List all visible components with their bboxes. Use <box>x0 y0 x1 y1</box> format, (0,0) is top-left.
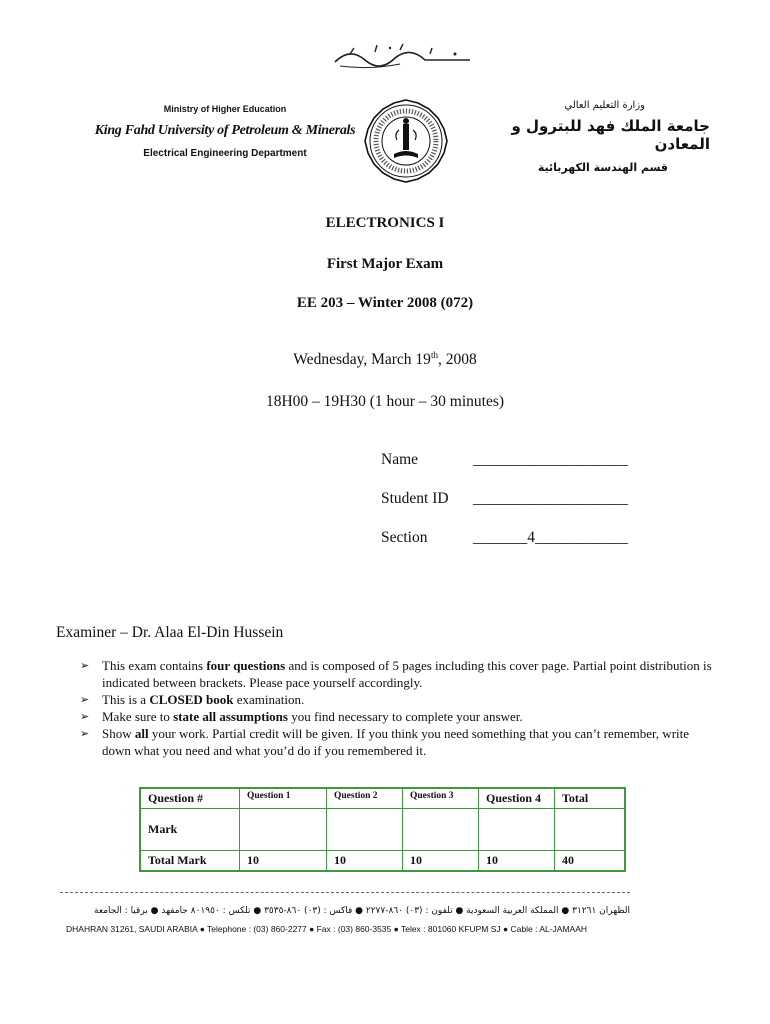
table-cell: 10 <box>240 851 327 872</box>
rule-emphasis: CLOSED book <box>149 692 234 707</box>
bismillah-calligraphy <box>330 42 480 72</box>
footer-address-english: DHAHRAN 31261, SAUDI ARABIA ● Telephone : (03) 860-2277 ● Fax : (03) 860-3535 ● Telex : 801060 KFUPM SJ ● Cable : AL-JAMAAH <box>66 924 588 934</box>
rule-text: This is a <box>102 692 150 707</box>
department-name: Electrical Engineering Department <box>143 148 307 159</box>
mark-entry-cell[interactable] <box>327 809 403 851</box>
ministry-name: Ministry of Higher Education <box>163 104 287 114</box>
rule-emphasis: four questions <box>206 658 286 673</box>
arrow-bullet-icon: ➢ <box>80 693 90 706</box>
header-english <box>80 104 370 159</box>
rule-emphasis: state all assumptions <box>173 709 288 724</box>
table-cell: 40 <box>555 851 626 872</box>
rule-text: This exam contains <box>102 658 207 673</box>
table-row <box>140 809 625 851</box>
footer-address-arabic: الظهران ٣١٢٦١ ● المملكة العربية السعودية ● تلفون : (٠٣) ٨٦٠-٢٢٧٧ ● فاكس : (٠٣) ٨٦٠-٣٥٣٥ ● تلكس : ٨٠١٩٥٠ جامفهد ● برقيا : الجامعة <box>94 906 630 916</box>
course-title: ELECTRONICS I <box>325 215 445 231</box>
table-cell: 10 <box>479 851 555 872</box>
rule-emphasis: all <box>134 726 149 741</box>
exam-date-prefix: Wednesday, March 19 <box>293 351 431 369</box>
ministry-name-arabic: وزارة التعليم العالي <box>564 100 645 111</box>
course-code-term: EE 203 – Winter 2008 (072) <box>296 295 474 311</box>
table-cell: 10 <box>403 851 479 872</box>
exam-date-year: , 2008 <box>437 351 477 369</box>
rule-text: your work. Partial credit will be given. If you think you need something that you can’t remember, write down what you need and what you’d do if you remembered it. <box>102 726 690 758</box>
header-arabic <box>470 100 710 174</box>
rule-text: examination. <box>233 692 305 707</box>
arrow-bullet-icon: ➢ <box>80 710 90 723</box>
table-row <box>140 851 625 872</box>
mark-entry-cell[interactable] <box>479 809 555 851</box>
mark-entry-cell[interactable] <box>403 809 479 851</box>
arrow-bullet-icon: ➢ <box>80 727 90 740</box>
section-field[interactable]: _______4____________ <box>473 529 628 546</box>
section-label: Section <box>381 529 428 546</box>
arrow-bullet-icon: ➢ <box>80 659 90 672</box>
table-header-cell: Question 4 <box>479 788 555 809</box>
mark-entry-cell[interactable] <box>555 809 626 851</box>
exam-date <box>0 350 770 369</box>
department-name-arabic: قسم الهندسة الكهربائية <box>537 161 668 174</box>
table-header-cell: Question 3 <box>403 788 479 809</box>
mark-entry-cell[interactable] <box>240 809 327 851</box>
university-name-arabic: جامعة الملك فهد للبترول و المعادن <box>511 117 710 153</box>
list-item <box>78 657 718 691</box>
table-header-cell: Total <box>555 788 626 809</box>
exam-date-suffix-ordinal: th <box>430 350 438 360</box>
examiner-name: Examiner – Dr. Alaa El-Din Hussein <box>56 624 284 641</box>
table-header-cell: Question 1 <box>240 788 327 809</box>
university-name: King Fahd University of Petroleum & Minerals <box>94 123 356 138</box>
rule-text: Show <box>102 726 135 741</box>
footer-divider <box>60 892 630 893</box>
student-id-field[interactable]: ____________________ <box>473 490 628 507</box>
exam-name: First Major Exam <box>326 256 444 272</box>
table-cell: 10 <box>327 851 403 872</box>
list-item <box>78 725 718 759</box>
mark-label-cell: Mark <box>140 809 240 851</box>
name-label: Name <box>381 451 419 468</box>
rule-text: and is composed of 5 pages including this cover page. Partial point distribution is indicated between brackets. Please pace yourself accordingly. <box>102 658 712 690</box>
marks-table <box>139 787 626 872</box>
rule-text: Make sure to <box>102 709 174 724</box>
table-header-cell: Question # <box>140 788 240 809</box>
list-item <box>78 708 718 725</box>
name-field[interactable]: ____________________ <box>473 451 628 468</box>
exam-instructions-list <box>78 657 718 759</box>
exam-time: 18H00 – 19H30 (1 hour – 30 minutes) <box>265 393 505 410</box>
rule-text: you find necessary to complete your answer. <box>287 709 523 724</box>
table-header-cell: Question 2 <box>327 788 403 809</box>
table-cell: Total Mark <box>140 851 240 872</box>
student-id-label: Student ID <box>381 490 449 507</box>
table-row <box>140 788 625 809</box>
list-item <box>78 691 718 708</box>
university-seal-logo <box>363 98 449 184</box>
